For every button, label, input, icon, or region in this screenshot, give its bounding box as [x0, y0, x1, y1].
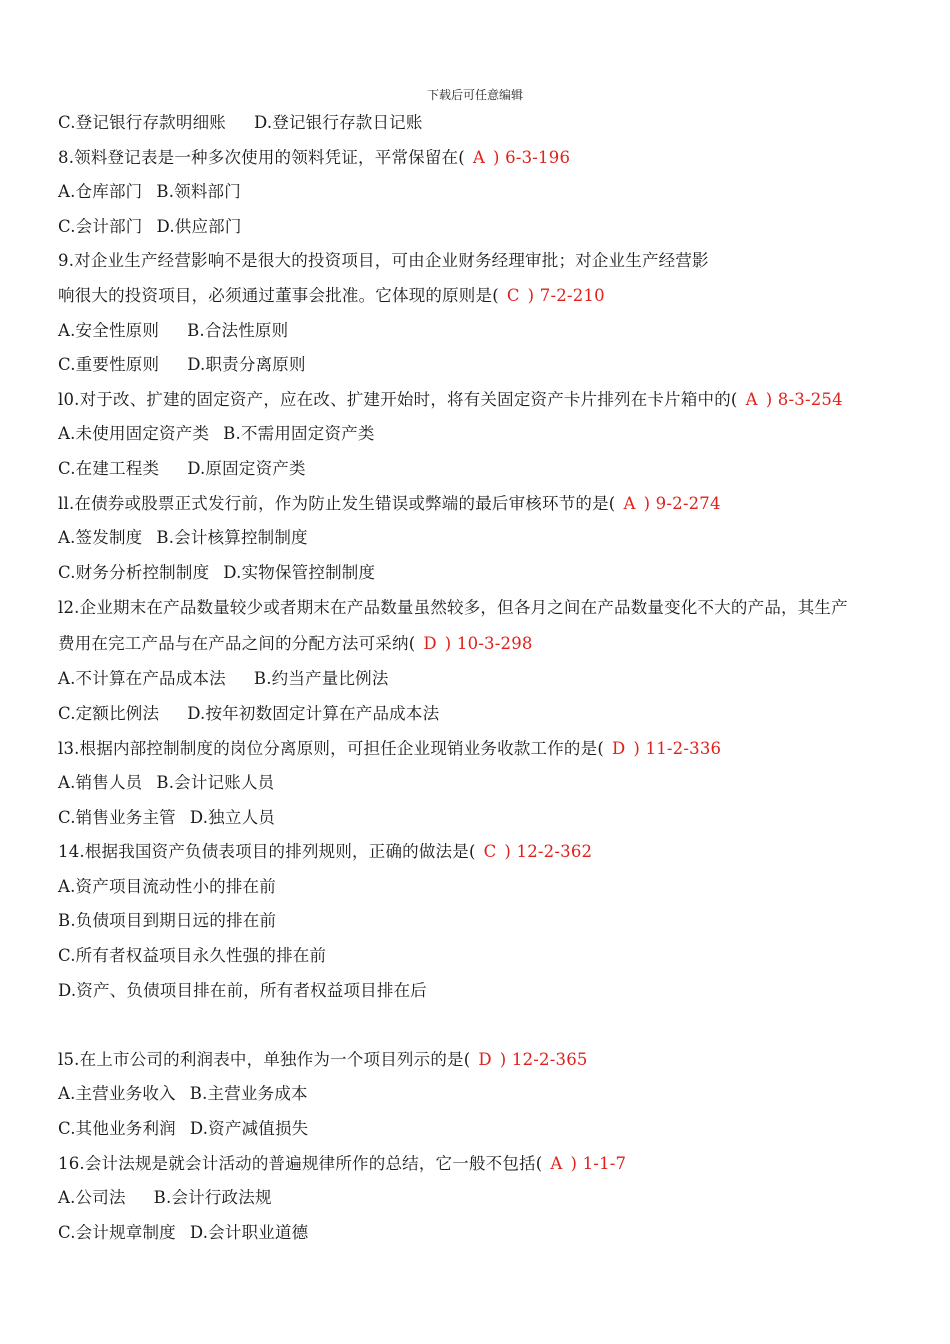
option-line — [58, 106, 918, 141]
option-line — [58, 314, 918, 349]
answer-reference: 12-2-365 — [511, 1049, 588, 1069]
option-line — [58, 348, 918, 383]
option-a: A.未使用固定资产类 — [58, 424, 210, 444]
option-b: B.不需用固定资产类 — [223, 424, 375, 444]
option-b: B.会计核算控制制度 — [156, 528, 308, 548]
option-a: A.仓库部门 — [58, 182, 143, 202]
answer-close-paren: ) — [493, 147, 500, 167]
option-line — [58, 1216, 918, 1251]
option-b: D.供应部门 — [156, 216, 242, 236]
answer-letter: D — [423, 634, 437, 654]
answer-reference: 11-2-336 — [645, 738, 722, 758]
option-line — [58, 1181, 918, 1216]
answer-letter: D — [611, 738, 626, 758]
option-a: A.销售人员 — [58, 773, 143, 793]
option-line — [58, 662, 918, 697]
answer-reference: 8-3-254 — [777, 389, 843, 409]
answer-close-paren: ) — [499, 1049, 507, 1069]
option-a: A.不计算在产品成本法 — [58, 669, 226, 689]
option-b: D.会计职业道德 — [189, 1222, 309, 1242]
question-line — [58, 279, 918, 314]
option-a: C.销售业务主管 — [58, 807, 176, 827]
question-line — [58, 141, 918, 176]
answer-letter: A — [745, 389, 758, 409]
text-line: l2.企业期末在产品数量较少或者期末在产品数量虽然较多，但各月之间在产品数量变化不大的产品，其生产 — [58, 598, 848, 618]
option-a: A.公司法 — [58, 1188, 126, 1208]
answer-letter: C — [506, 285, 520, 305]
option-b: B.主营业务成本 — [189, 1084, 308, 1104]
blank-line — [58, 1008, 918, 1043]
question-text: 16.会计法规是就会计活动的普遍规律所作的总结，它一般不包括( — [58, 1153, 543, 1173]
option-b: D.登记银行存款日记账 — [253, 113, 423, 132]
document-body — [58, 106, 918, 1250]
option-b: D.原固定资产类 — [187, 458, 306, 478]
answer-close-paren: ) — [504, 842, 512, 862]
option-a: C.重要性原则 — [58, 355, 160, 375]
question-text: 8.领料登记表是一种多次使用的领料凭证，平常保留在( — [58, 147, 465, 167]
option-b: B.会计行政法规 — [153, 1188, 272, 1208]
option-b: B.会计记账人员 — [156, 773, 275, 793]
answer-reference: 7-2-210 — [539, 285, 605, 305]
answer-reference: 12-2-362 — [516, 842, 593, 862]
page-header: 下载后可任意编辑 — [426, 88, 523, 102]
question-line — [58, 1043, 918, 1078]
option-line — [58, 1077, 918, 1112]
text-line: D.资产、负债项目排在前，所有者权益项目排在后 — [58, 980, 427, 1000]
option-b: D.按年初数固定计算在产品成本法 — [187, 703, 440, 723]
option-b: B.领料部门 — [156, 182, 241, 202]
question-line — [58, 1147, 918, 1182]
answer-close-paren: ) — [633, 738, 641, 758]
option-b: B.合法性原则 — [187, 320, 289, 340]
question-line — [58, 487, 918, 522]
question-line — [58, 732, 918, 767]
text-line: B.负债项目到期日远的排在前 — [58, 911, 277, 931]
option-b: D.职责分离原则 — [187, 355, 306, 375]
option-line — [58, 556, 918, 591]
answer-close-paren: ) — [570, 1153, 578, 1173]
answer-reference: 9-2-274 — [655, 493, 721, 513]
text-line: 9.对企业生产经营影响不是很大的投资项目，可由企业财务经理审批；对企业生产经营影 — [58, 251, 709, 271]
option-a: C.会计规章制度 — [58, 1222, 176, 1242]
option-a: A.签发制度 — [58, 528, 143, 548]
option-b: D.独立人员 — [189, 807, 275, 827]
question-text: l0.对于改、扩建的固定资产，应在改、扩建开始时，将有关固定资产卡片排列在卡片箱中的( — [58, 389, 738, 409]
option-a: C.定额比例法 — [58, 703, 160, 723]
question-line — [58, 626, 918, 662]
answer-close-paren: ) — [643, 493, 651, 513]
option-b: B.约当产量比例法 — [253, 669, 389, 689]
option-line — [58, 417, 918, 452]
answer-letter: A — [550, 1153, 563, 1173]
answer-letter: A — [472, 147, 486, 167]
option-a: C.财务分析控制制度 — [58, 562, 210, 582]
answer-letter: D — [478, 1049, 492, 1069]
answer-close-paren: ) — [444, 634, 452, 654]
option-line — [58, 801, 918, 836]
question-line — [58, 383, 918, 418]
option-line — [58, 521, 918, 556]
answer-close-paren: ) — [765, 389, 773, 409]
option-line — [58, 766, 918, 801]
question-line — [58, 835, 918, 870]
option-a: C.登记银行存款明细账 — [58, 113, 226, 132]
answer-reference: 10-3-298 — [456, 634, 533, 654]
option-line — [58, 210, 918, 245]
option-a: A.安全性原则 — [58, 320, 160, 340]
question-text: 费用在完工产品与在产品之间的分配方法可采纳( — [58, 634, 416, 654]
text-line: A.资产项目流动性小的排在前 — [58, 876, 276, 896]
question-text: l5.在上市公司的利润表中，单独作为一个项目列示的是( — [58, 1049, 471, 1069]
option-b: D.资产减值损失 — [189, 1119, 309, 1139]
option-line — [58, 697, 918, 732]
text-line: C.所有者权益项目永久性强的排在前 — [58, 946, 327, 966]
answer-letter: C — [483, 842, 497, 862]
question-text: ll.在债券或股票正式发行前，作为防止发生错误或弊端的最后审核环节的是( — [58, 493, 616, 513]
option-line — [58, 175, 918, 210]
question-text: 响很大的投资项目，必须通过董事会批准。它体现的原则是( — [58, 285, 499, 305]
option-a: C.会计部门 — [58, 216, 143, 236]
answer-close-paren: ) — [527, 285, 535, 305]
option-a: C.在建工程类 — [58, 458, 160, 478]
question-text: l3.根据内部控制制度的岗位分离原则，可担任企业现销业务收款工作的是( — [58, 738, 604, 758]
option-line — [58, 452, 918, 487]
option-a: C.其他业务利润 — [58, 1119, 176, 1139]
option-line — [58, 1112, 918, 1147]
option-b: D.实物保管控制制度 — [223, 562, 376, 582]
answer-reference: 1-1-7 — [582, 1153, 627, 1173]
answer-reference: 6-3-196 — [505, 147, 571, 167]
answer-letter: A — [623, 493, 636, 513]
option-a: A.主营业务收入 — [58, 1084, 176, 1104]
question-text: 14.根据我国资产负债表项目的排列规则，正确的做法是( — [58, 842, 476, 862]
